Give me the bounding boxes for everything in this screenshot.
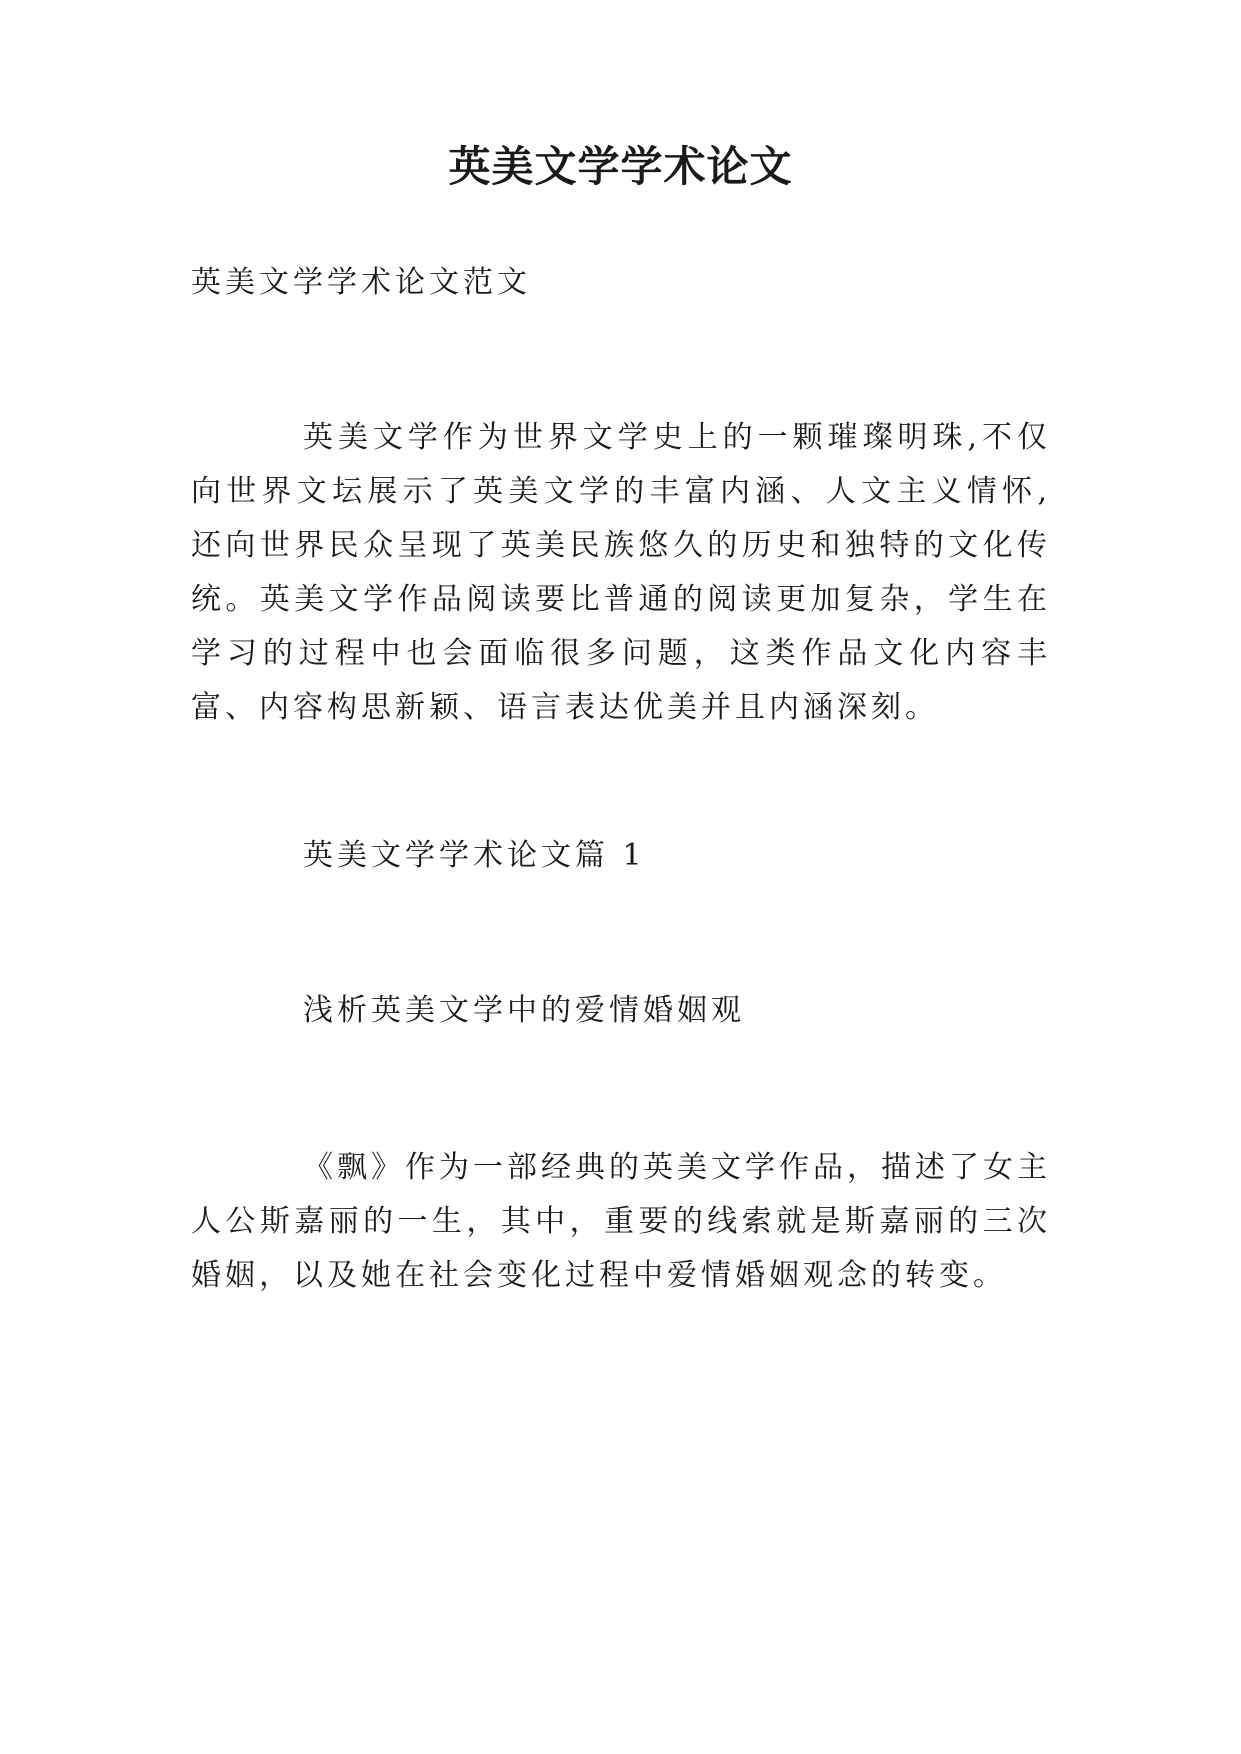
section-heading: 英美文学学术论文篇 1 <box>303 838 646 873</box>
body-paragraph: 《飘》作为一部经典的英美文学作品，描述了女主人公斯嘉丽的一生，其中，重要的线索就是斯嘉丽的三次婚姻，以及她在社会变化过程中爱情婚姻观念的转变。 <box>191 1150 1051 1293</box>
article-title: 浅析英美文学中的爱情婚姻观 <box>303 993 745 1028</box>
intro-paragraph: 英美文学作为世界文学史上的一颗璀璨明珠,不仅向世界文坛展示了英美文学的丰富内涵、人文主义情怀,还向世界民众呈现了英美民族悠久的历史和独特的文化传统。英美文学作品阅读要比普通的阅读更加复杂，学生在学习的过程中也会面临很多问题，这类作品文化内容丰富、内容构思新颖、语言表达优美并且内涵深刻。 <box>191 420 1051 725</box>
document-subtitle: 英美文学学术论文范文 <box>191 265 531 300</box>
document-title: 英美文学学术论文 <box>448 142 793 191</box>
